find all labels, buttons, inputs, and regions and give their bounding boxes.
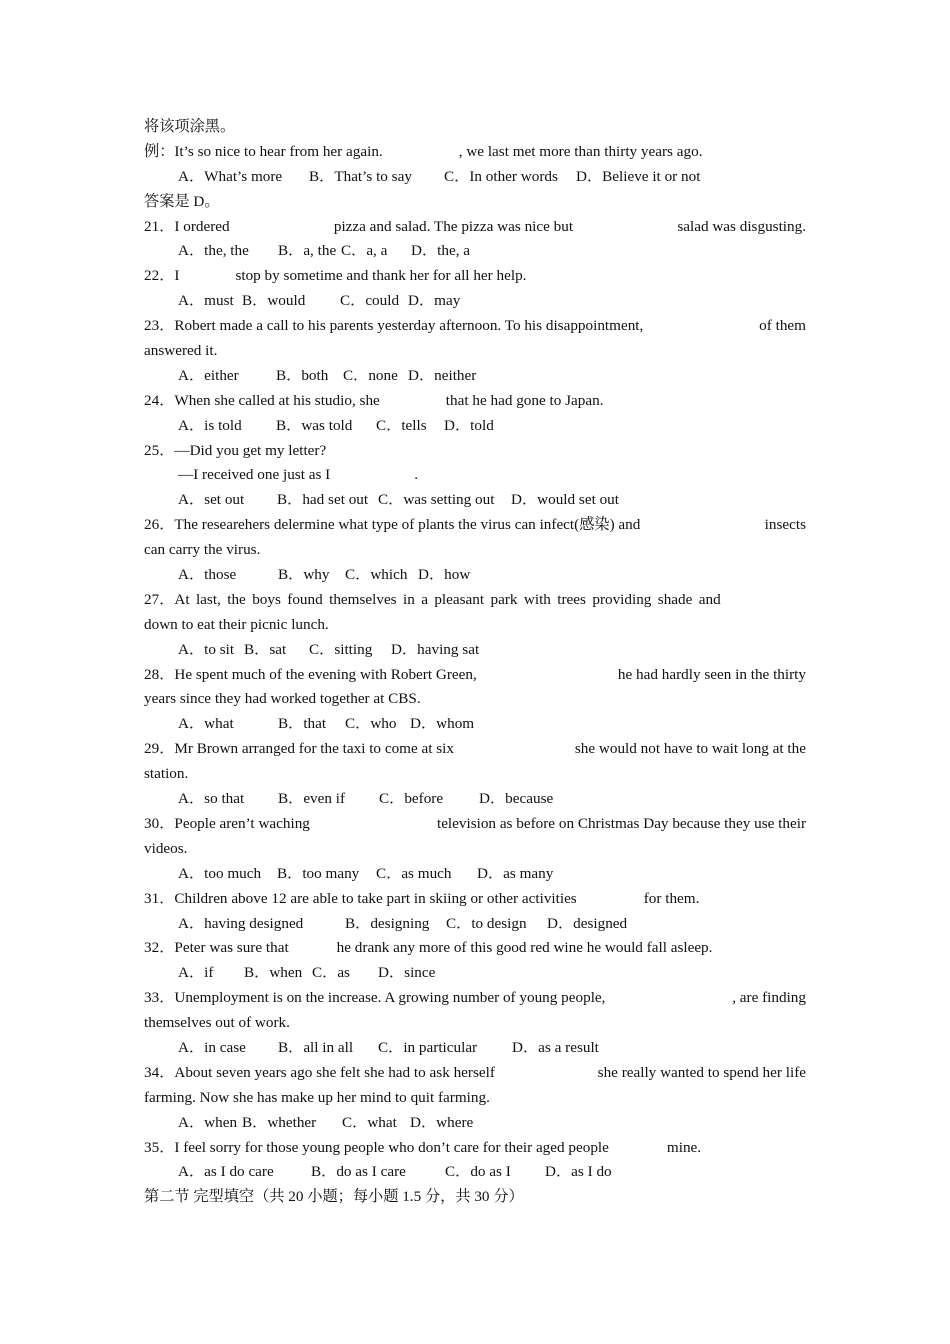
question-35 [144, 1136, 806, 1161]
option-c: C．which [345, 566, 408, 584]
question-23 [144, 314, 806, 339]
option-a: A．in case [178, 1038, 246, 1056]
example-text-a: It’s so nice to hear from her again. [174, 142, 383, 160]
question-number: 29． [144, 740, 175, 758]
question-30 [144, 812, 806, 837]
option-c: C．what [342, 1113, 397, 1131]
example-options [144, 165, 806, 190]
option-b: B．sat [244, 640, 287, 658]
question-text: I ordered [174, 217, 230, 235]
question-26 [144, 513, 806, 538]
question-text: he drank any more of this good red wine he would fall asleep. [336, 939, 713, 957]
option-c: C．sitting [309, 640, 373, 658]
option-d: D．designed [547, 914, 628, 932]
option-a: A．set out [178, 491, 245, 509]
options-29 [144, 787, 806, 812]
options-33 [144, 1036, 806, 1061]
option-b: B．all in all [278, 1038, 354, 1056]
question-29-cont: station. [144, 765, 189, 783]
question-number: 34． [144, 1063, 175, 1081]
option-c: C．was setting out [378, 491, 495, 509]
option-b: B．both [276, 366, 329, 384]
option-b: B．designing [345, 914, 430, 932]
option-a: A．What’s more [178, 167, 283, 185]
option-a: A．too much [178, 864, 262, 882]
option-a: A．if [178, 964, 214, 982]
option-c: C．none [343, 366, 398, 384]
question-21 [144, 215, 806, 240]
option-b: B．was told [276, 416, 353, 434]
option-a: A．as I do care [178, 1163, 274, 1181]
options-30 [144, 862, 806, 887]
question-31 [144, 887, 806, 912]
question-number: 25． [144, 441, 175, 459]
question-text: I [174, 267, 180, 285]
example-text-b: , we last met more than thirty years ago. [458, 142, 703, 160]
exam-page [144, 115, 806, 1210]
question-text: , are finding [732, 989, 806, 1007]
options-26 [144, 563, 806, 588]
option-c: C．before [379, 790, 444, 808]
question-text: salad was disgusting. [677, 217, 806, 235]
question-number: 31． [144, 889, 175, 907]
option-d: D．as a result [512, 1038, 599, 1056]
question-text: he had hardly seen in the thirty [617, 665, 806, 683]
question-text: The researehers delermine what type of plants the virus can infect(感染) and [174, 516, 641, 534]
option-d: D．as I do [545, 1163, 612, 1181]
option-c: C．as much [376, 864, 452, 882]
option-c: C．to design [446, 914, 527, 932]
question-28-cont: years since they had worked together at CBS. [144, 690, 421, 708]
option-d: D．since [378, 964, 436, 982]
options-31 [144, 912, 806, 937]
option-a: A．the, the [178, 242, 249, 260]
option-d: D．having sat [391, 640, 480, 658]
instruction-tail: 将该项涂黑。 [144, 118, 236, 135]
question-text: she would not have to wait long at the [574, 740, 806, 758]
option-d: D．neither [408, 366, 477, 384]
option-a: A．to sit [178, 640, 235, 658]
question-text: —I received one just as I [178, 466, 331, 484]
option-c: C．a, a [341, 242, 388, 260]
option-c: C．do as I [445, 1163, 511, 1181]
option-b: B．even if [278, 790, 346, 808]
option-c: C．as [312, 964, 350, 982]
option-b: B．when [244, 964, 303, 982]
option-c: C．who [345, 715, 397, 733]
option-d: D．may [408, 292, 461, 310]
question-number: 24． [144, 391, 175, 409]
example-answer: 答案是 D。 [144, 192, 220, 210]
question-text: People aren’t waching [174, 814, 310, 832]
question-text: Peter was sure that [174, 939, 289, 957]
option-b: B．too many [277, 864, 360, 882]
question-number: 21． [144, 217, 175, 235]
option-b: B．whether [242, 1113, 317, 1131]
options-23 [144, 364, 806, 389]
option-a: A．what [178, 715, 234, 733]
section-2-heading: 第二节 完型填空（共 20 小题；每小题 1.5 分，共 30 分） [144, 1188, 524, 1206]
option-c: C．tells [376, 416, 427, 434]
question-number: 26． [144, 516, 175, 534]
option-b: B．do as I care [311, 1163, 406, 1181]
options-25 [144, 488, 806, 513]
question-text: insects [764, 516, 806, 534]
options-32 [144, 961, 806, 986]
question-32 [144, 936, 806, 961]
question-text: I feel sorry for those young people who don’t care for their aged people [174, 1138, 609, 1156]
question-text: pizza and salad. The pizza was nice but [333, 217, 574, 235]
question-number: 28． [144, 665, 175, 683]
option-c: C．could [340, 292, 400, 310]
question-22 [144, 264, 806, 289]
question-text: of them [759, 317, 806, 335]
question-25-cont [144, 463, 806, 488]
options-27 [144, 638, 806, 663]
question-text: When she called at his studio, she [174, 391, 380, 409]
option-d: D．Believe it or not [576, 167, 701, 185]
question-text: —Did you get my letter? [174, 441, 327, 459]
options-35 [144, 1160, 806, 1185]
option-b: B．had set out [277, 491, 369, 509]
option-d: D．would set out [511, 491, 619, 509]
question-text: Robert made a call to his parents yesterday afternoon. To his disappointment, [174, 317, 644, 335]
option-b: B．why [278, 566, 330, 584]
question-text: Mr Brown arranged for the taxi to come at six [174, 740, 454, 758]
question-text: He spent much of the evening with Robert Green, [174, 665, 477, 683]
question-33-cont: themselves out of work. [144, 1014, 290, 1032]
question-text: mine. [666, 1138, 702, 1156]
option-b: B．a, the [278, 242, 337, 260]
question-text: stop by sometime and thank her for all her help. [235, 267, 527, 285]
option-d: D．whom [410, 715, 475, 733]
option-b: B．would [242, 292, 306, 310]
option-a: A．those [178, 566, 237, 584]
question-27 [144, 588, 806, 613]
option-a: A．when [178, 1113, 238, 1131]
option-c: C．in particular [378, 1038, 478, 1056]
question-text: At last, the boys found themselves in a pleasant park with trees providing shade and [174, 590, 721, 608]
question-text: for them. [643, 889, 700, 907]
option-a: A．either [178, 366, 239, 384]
options-34 [144, 1111, 806, 1136]
question-text: she really wanted to spend her life [597, 1063, 806, 1081]
option-c: C．In other words [444, 167, 558, 185]
option-d: D．how [418, 566, 471, 584]
option-a: A．must [178, 292, 234, 310]
question-text: . [414, 466, 419, 484]
option-d: D．where [410, 1113, 474, 1131]
option-d: D．because [479, 790, 554, 808]
example-question [144, 140, 806, 165]
question-27-cont: down to eat their picnic lunch. [144, 615, 329, 633]
example-prefix: 例： [144, 142, 175, 160]
question-number: 23． [144, 317, 175, 335]
question-24 [144, 389, 806, 414]
question-text: Unemployment is on the increase. A growing number of young people, [174, 989, 606, 1007]
option-b: B．That’s to say [309, 167, 412, 185]
question-34 [144, 1061, 806, 1086]
question-28 [144, 663, 806, 688]
question-text: television as before on Christmas Day because they use their [436, 814, 806, 832]
option-b: B．that [278, 715, 327, 733]
option-d: D．as many [477, 864, 554, 882]
options-28 [144, 712, 806, 737]
question-number: 32． [144, 939, 175, 957]
question-number: 27． [144, 590, 175, 608]
options-21 [144, 239, 806, 264]
option-a: A．so that [178, 790, 245, 808]
options-22 [144, 289, 806, 314]
question-number: 30． [144, 814, 175, 832]
question-number: 35． [144, 1138, 175, 1156]
question-text: that he had gone to Japan. [445, 391, 604, 409]
question-text: About seven years ago she felt she had to ask herself [174, 1063, 495, 1081]
options-24 [144, 414, 806, 439]
question-text: Children above 12 are able to take part in skiing or other activities [174, 889, 577, 907]
question-29 [144, 737, 806, 762]
question-number: 22． [144, 267, 175, 285]
question-26-cont: can carry the virus. [144, 541, 261, 559]
question-number: 33． [144, 989, 175, 1007]
question-33 [144, 986, 806, 1011]
question-34-cont: farming. Now she has make up her mind to quit farming. [144, 1088, 490, 1106]
option-a: A．having designed [178, 914, 304, 932]
question-25 [144, 439, 806, 464]
question-30-cont: videos. [144, 839, 188, 857]
question-23-cont: answered it. [144, 342, 218, 360]
option-d: D．told [444, 416, 494, 434]
option-d: D．the, a [411, 242, 471, 260]
option-a: A．is told [178, 416, 242, 434]
